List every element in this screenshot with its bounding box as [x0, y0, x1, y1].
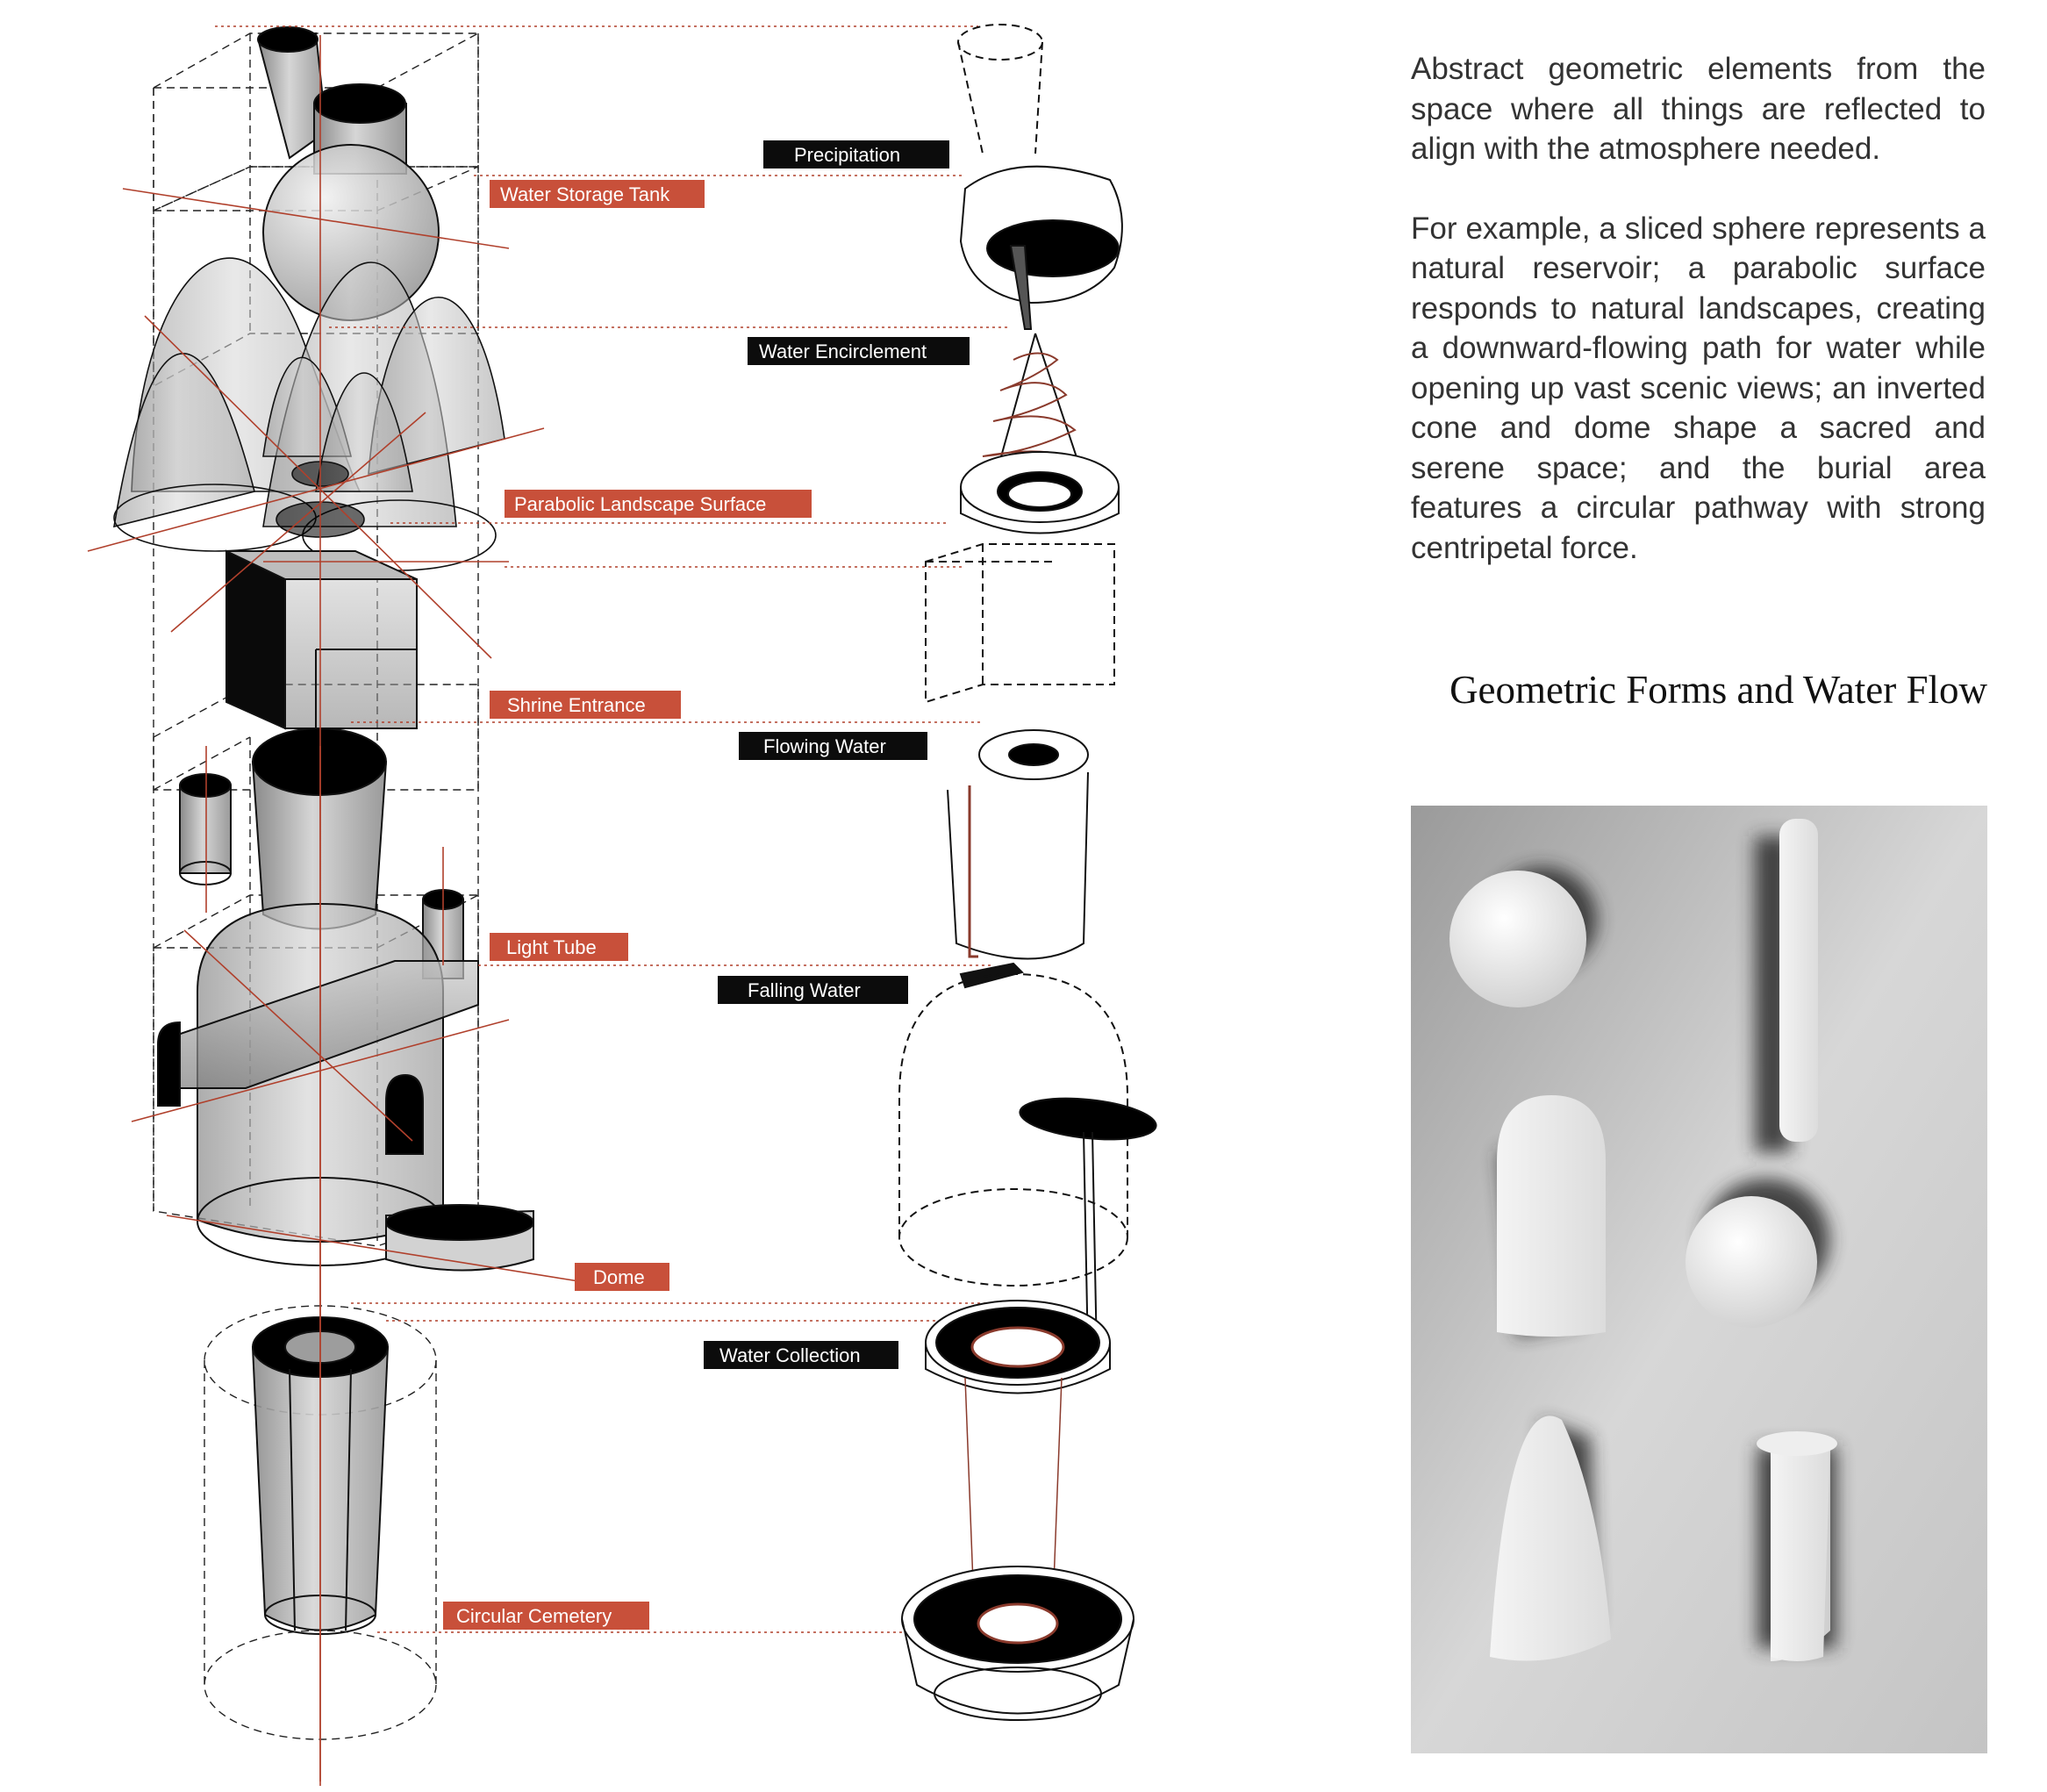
label-water-encirclement [748, 337, 970, 365]
label-light-tube-text: Light Tube [506, 936, 597, 958]
label-water-collection [704, 1341, 898, 1369]
label-dome [575, 1263, 669, 1291]
water-flow-sequence [899, 25, 1158, 1720]
shrine-entrance-form [226, 551, 417, 728]
label-light-tube [490, 933, 628, 961]
label-shrine-entrance [490, 691, 681, 719]
photo-rod [1779, 819, 1818, 1142]
label-flowing-water-text: Flowing Water [763, 735, 886, 757]
label-shrine-entrance-text: Shrine Entrance [507, 694, 646, 716]
description-text [1411, 49, 1986, 568]
label-water-storage-tank [490, 180, 705, 208]
description-paragraph-1: Abstract geometric elements from the space where all things are reflected to align with the atmosphere needed. [1411, 52, 1986, 166]
label-precipitation-text: Precipitation [794, 144, 901, 166]
label-water-storage-tank-text: Water Storage Tank [500, 183, 670, 205]
photo-sphere [1449, 871, 1586, 1007]
section-title: Geometric Forms and Water Flow [1449, 668, 1987, 712]
label-falling-water-text: Falling Water [748, 979, 861, 1001]
label-circular-cemetery [443, 1602, 649, 1630]
label-dome-text: Dome [593, 1266, 645, 1288]
photo-cylinder-top [1757, 1431, 1837, 1456]
photo-disc [1686, 1196, 1817, 1328]
label-precipitation [763, 140, 949, 168]
model-photo [1411, 806, 1987, 1753]
label-parabolic-landscape-surface [505, 490, 812, 518]
label-parabolic-landscape-surface-text: Parabolic Landscape Surface [514, 493, 767, 515]
description-paragraph-2: For example, a sliced sphere represents a natural reservoir; a parabolic surface responds to natural landscapes, creating a downward-flowing path for water while opening up vast scenic views; an inverted cone and dome shape a sacred and serene space; and the burial area features a circular pathway with strong centripetal force. [1411, 211, 1986, 565]
label-flowing-water [739, 732, 927, 760]
label-water-collection-text: Water Collection [719, 1344, 861, 1366]
photo-dome [1497, 1095, 1606, 1337]
label-circular-cemetery-text: Circular Cemetery [456, 1605, 612, 1627]
label-falling-water [718, 976, 908, 1004]
label-water-encirclement-text: Water Encirclement [759, 340, 927, 362]
